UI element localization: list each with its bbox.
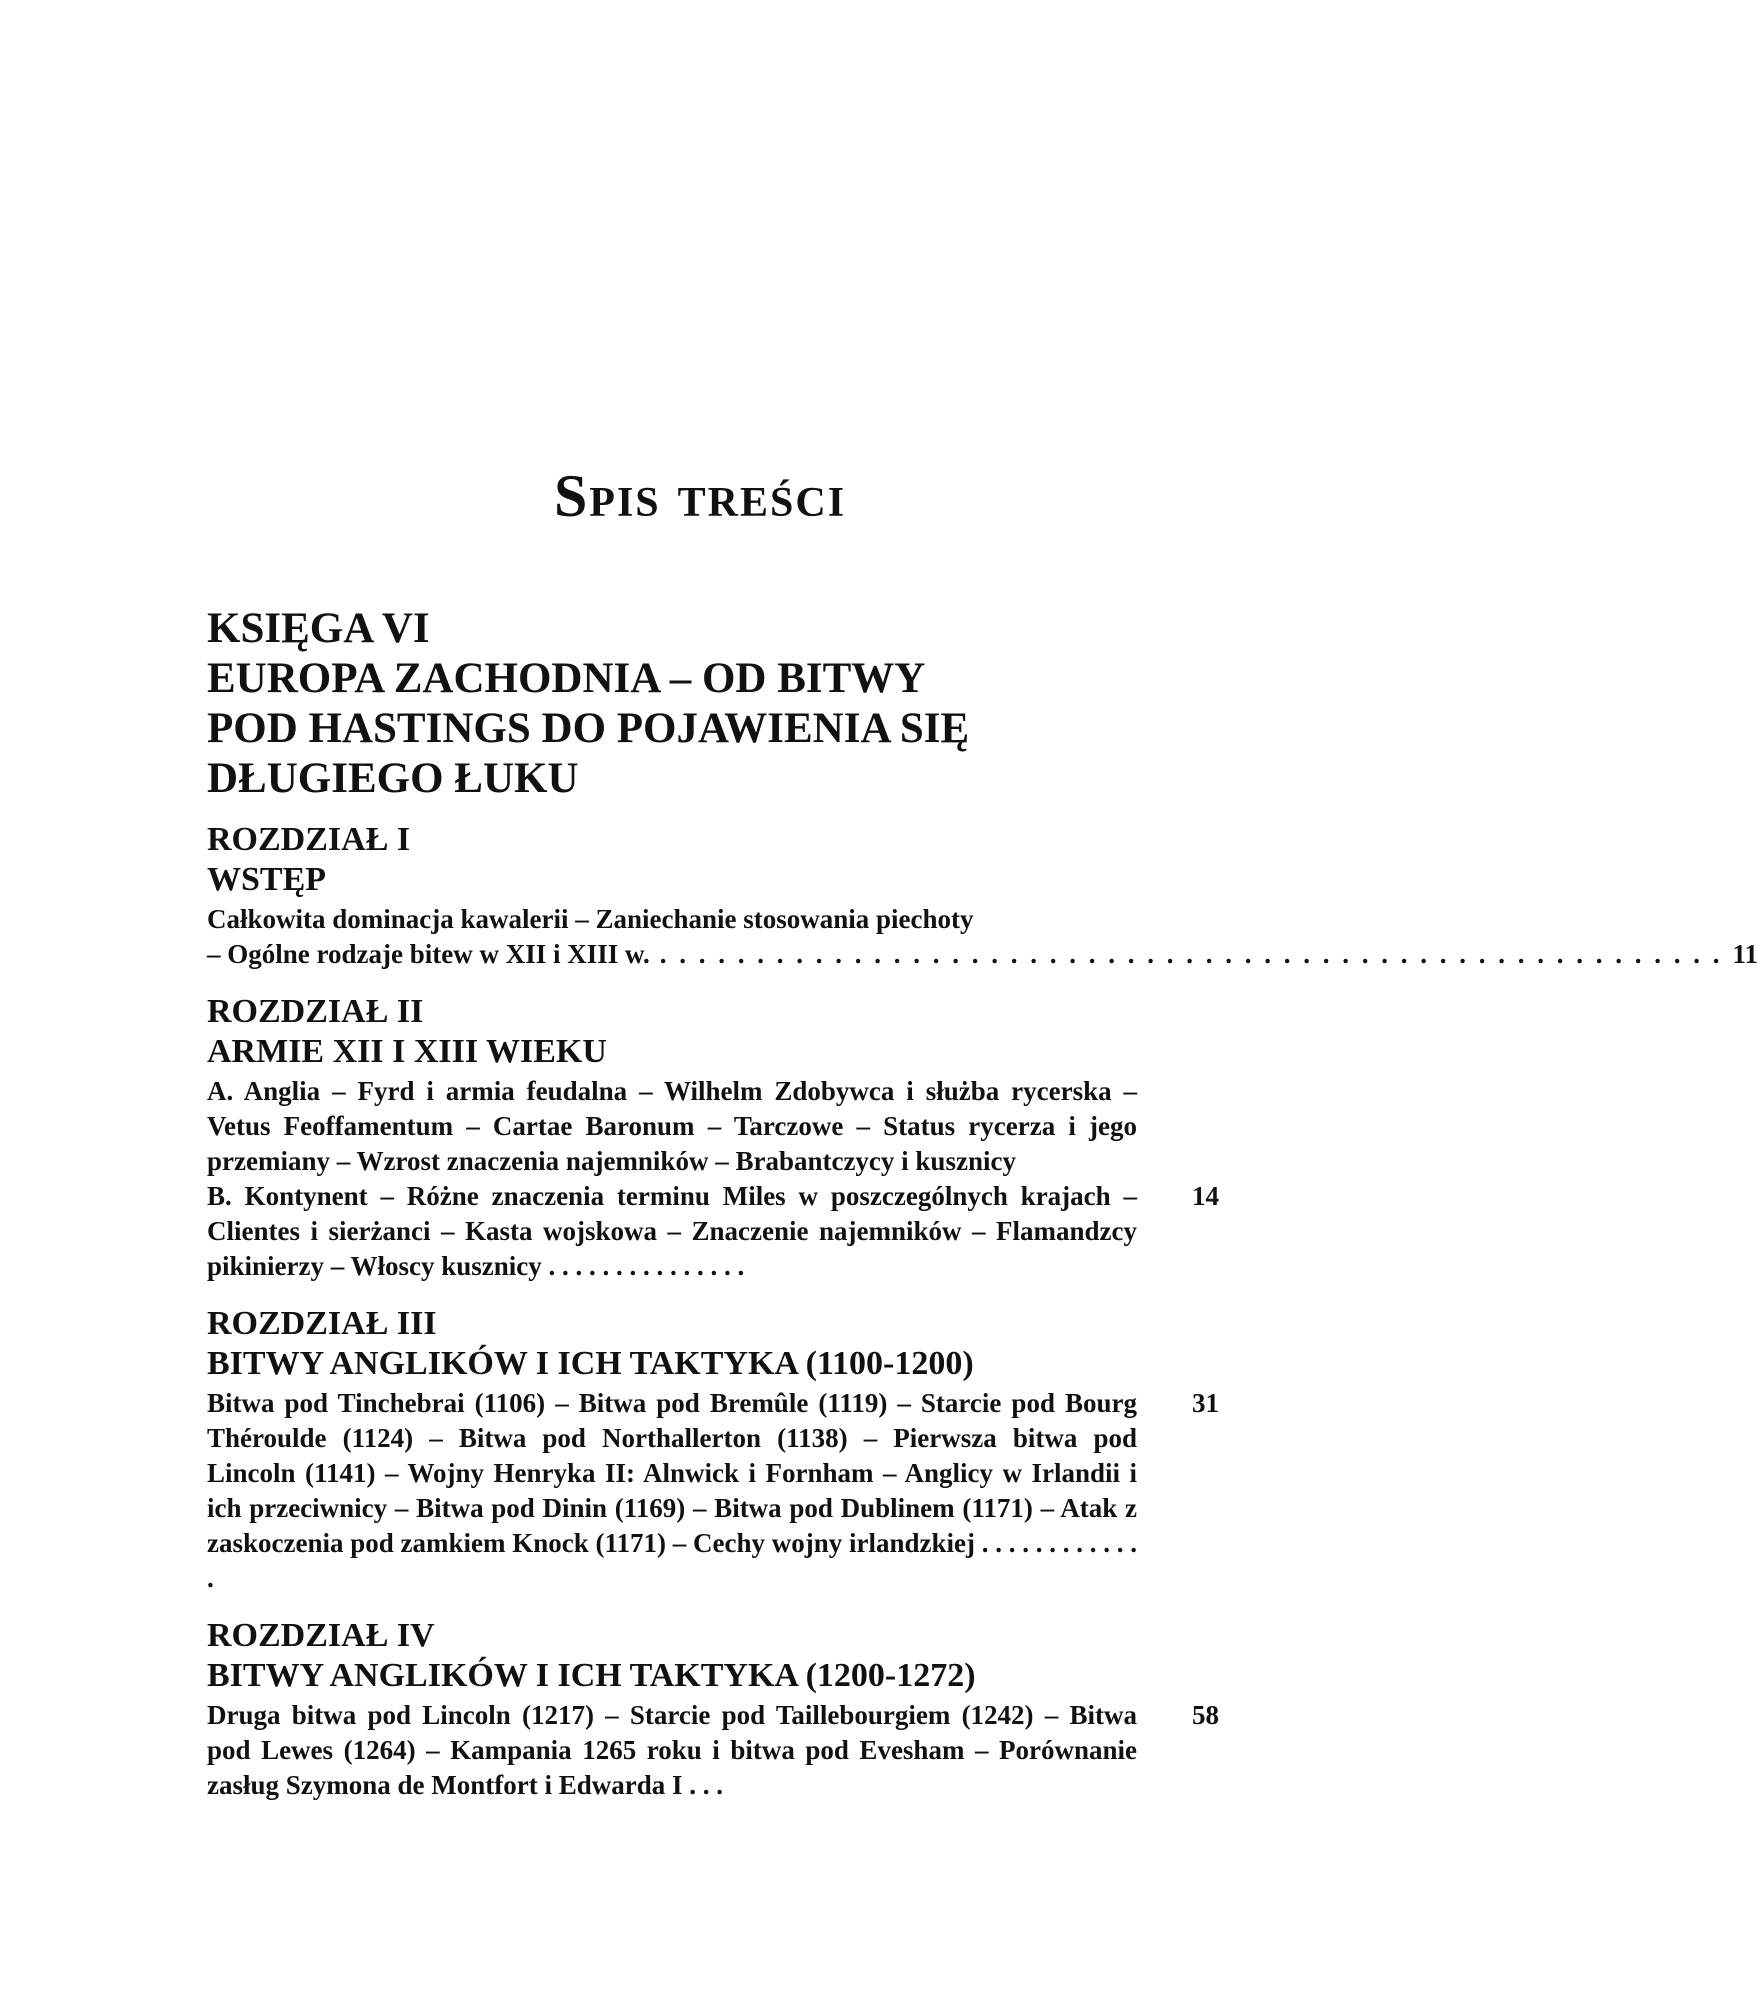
chapter-title: ARMIE XII I XIII WIEKU	[207, 1033, 607, 1070]
chapter-description: Bitwa pod Tinchebrai (1106) – Bitwa pod Bremûle (1119) – Starcie pod Bourg Théroulde (1124) – Bitwa pod Northallerton (1138) – Pierwsza bitwa pod Lincoln (1141) – Wojny Henryka II: Alnwick i Fornham – Anglicy w Irlandii i ich przeciwnicy – Bitwa pod Dinin (1169) – Bitwa pod Dublinem (1171) – Atak z zaskoczenia pod zamkiem Knock (1171) – Cechy wojny irlandzkiej	[207, 1388, 1137, 1558]
book-subtitle-line: DŁUGIEGO ŁUKU	[207, 755, 579, 802]
chapter-number: ROZDZIAŁ IV	[207, 1617, 435, 1654]
chapter-title: BITWY ANGLIKÓW I ICH TAKTYKA (1100-1200)	[207, 1345, 974, 1382]
toc-chapter[interactable]	[207, 820, 1758, 972]
chapter-title: BITWY ANGLIKÓW I ICH TAKTYKA (1200-1272)	[207, 1657, 976, 1694]
chapter-description-part	[207, 1698, 1137, 1803]
book-heading	[207, 604, 1207, 804]
toc-list	[207, 820, 1758, 1823]
chapter-number: ROZDZIAŁ II	[207, 993, 424, 1030]
toc-chapter[interactable]	[207, 1304, 1219, 1596]
dot-leader: . . . . . . . . . . . . . . .	[541, 1251, 745, 1281]
dot-leader: . . .	[682, 1770, 724, 1800]
page-number: 31	[1192, 1388, 1219, 1418]
chapter-title: WSTĘP	[207, 861, 327, 898]
toc-chapter[interactable]	[207, 1616, 1219, 1803]
toc-entry-line	[207, 1698, 1219, 1803]
dot-leader: . . . . . . . . . . . . .	[207, 1528, 1137, 1593]
chapter-description-end: – Ogólne rodzaje bitew w XII i XIII w.	[207, 939, 650, 969]
chapter-description-text: B. Kontynent – Różne znaczenia terminu Miles w poszczególnych krajach – Clientes i sierżanci – Kasta wojskowa – Znaczenie najemników – Flamandzcy pikinierzy – Włoscy kusznicy	[207, 1181, 1137, 1281]
page-number: 58	[1192, 1700, 1219, 1730]
toc-entry-line	[207, 1386, 1219, 1596]
chapter-description-part	[207, 1386, 1137, 1596]
toc-entry-line	[207, 1179, 1219, 1284]
chapter-number: ROZDZIAŁ I	[207, 821, 411, 858]
page-number: 11	[1732, 939, 1758, 969]
chapter-description: Druga bitwa pod Lincoln (1217) – Starcie pod Taillebourgiem (1242) – Bitwa pod Lewes (1264) – Kampania 1265 roku i bitwa pod Evesham – Porównanie zasług Szymona de Montfort i Edwarda I	[207, 1700, 1137, 1800]
dot-leader: . . . . . . . . . . . . . . . . . . . . . . . . . . . . . . . . . . . . . . . . . . . . . . . . . . . . . . .	[659, 939, 1723, 969]
chapter-description: A. Anglia – Fyrd i armia feudalna – Wilhelm Zdobywca i służba rycerska – Vetus Feoffamentum – Cartae Baronum – Tarczowe – Status rycerza i jego przemiany – Wzrost znaczenia najemników – Brabantczycy i kusznicy	[207, 1076, 1137, 1176]
book-label: KSIĘGA VI	[207, 605, 430, 652]
page-title: Spis treści	[553, 463, 847, 529]
toc-chapter[interactable]	[207, 992, 1219, 1284]
page-number: 14	[1192, 1181, 1219, 1211]
chapter-description-part	[207, 1179, 1137, 1284]
chapter-description: Całkowita dominacja kawalerii – Zaniechanie stosowania piechoty	[207, 904, 974, 934]
book-subtitle-line: EUROPA ZACHODNIA – OD BITWY	[207, 655, 926, 702]
chapter-number: ROZDZIAŁ III	[207, 1305, 437, 1342]
toc-entry-line	[207, 937, 1758, 972]
book-subtitle-line: POD HASTINGS DO POJAWIENIA SIĘ	[207, 705, 970, 752]
